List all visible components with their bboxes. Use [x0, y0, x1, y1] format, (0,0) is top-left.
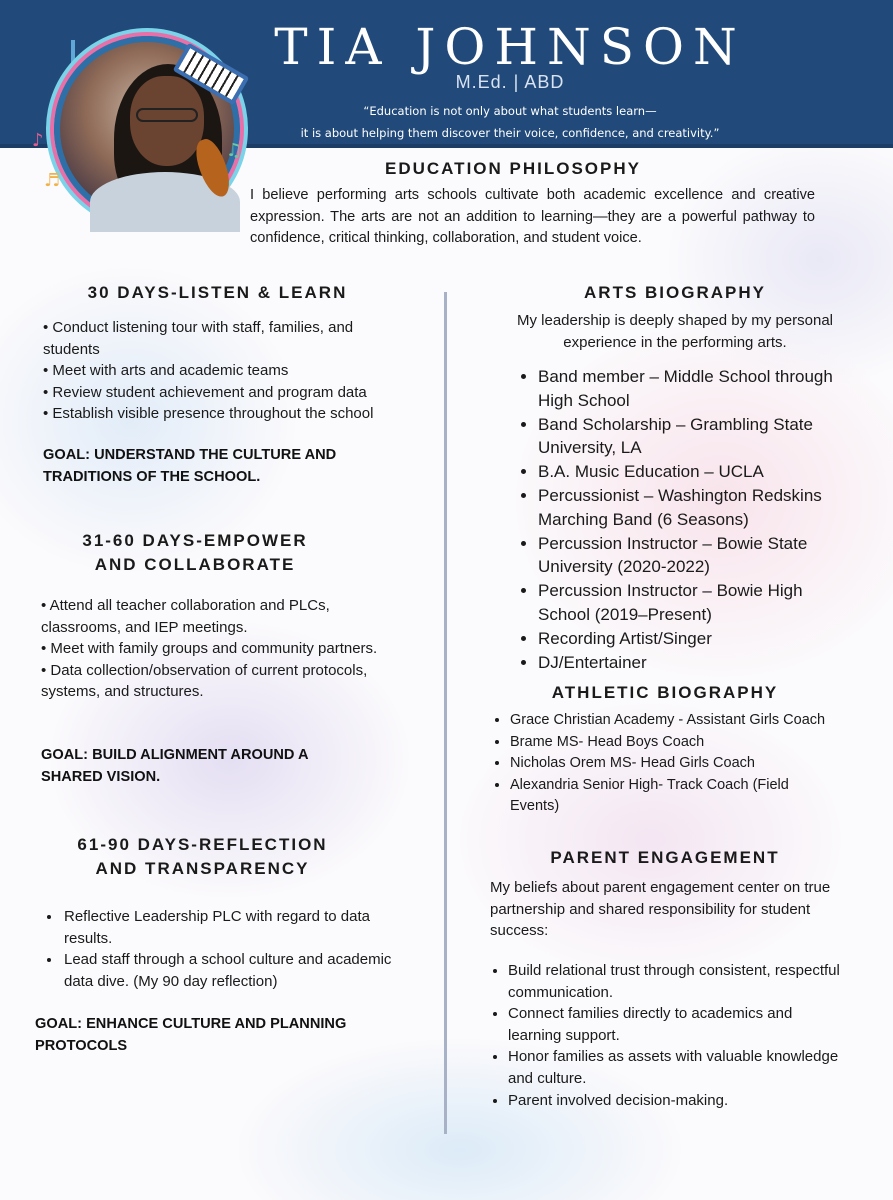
list-item: • Percussion Instructor – Bowie High School (2019–Present) [538, 579, 848, 627]
list-item: • B.A. Music Education – UCLA [538, 460, 848, 484]
list-item: • Build relational trust through consistent, respectful communication. [508, 960, 840, 1003]
person-name: TIA JOHNSON [274, 18, 746, 76]
parent-list [490, 960, 840, 1111]
list-item: • Meet with family groups and community partners. [41, 640, 378, 657]
list-item: • DJ/Entertainer [538, 651, 848, 675]
list-item: • Band Scholarship – Grambling State University, LA [538, 413, 848, 461]
philosophy-title: EDUCATION PHILOSOPHY [385, 159, 641, 178]
quote-line-2: it is about helping them discover their voice, confidence, and creativity.” [300, 126, 720, 140]
parent-intro: My beliefs about parent engagement center on true partnership and shared responsibility for student success: [490, 879, 831, 940]
credentials: M.Ed. | ABD [455, 72, 565, 92]
plan-90-list [42, 906, 402, 992]
athletic-list [492, 710, 832, 818]
list-item: • Honor families as assets with valuable knowledge and culture. [508, 1046, 840, 1089]
athletic-title: ATHLETIC BIOGRAPHY [551, 683, 779, 702]
profile-photo [30, 20, 260, 230]
list-item: • Connect families directly to academics and learning support. [508, 1003, 840, 1046]
arts-intro: My leadership is deeply shaped by my personal experience in the performing arts. [516, 312, 833, 351]
plan-60-list [41, 595, 406, 703]
plan-90-title-line1: 61-90 DAYS-REFLECTION [77, 835, 328, 854]
music-note-icon: ♪ [32, 130, 44, 151]
plan-60-goal: GOAL: BUILD ALIGNMENT AROUND A SHARED VISION. [41, 747, 308, 785]
list-item: • Meet with arts and academic teams [43, 362, 289, 379]
plan-60-title-line1: 31-60 DAYS-EMPOWER [82, 531, 308, 550]
plan-90-title [50, 833, 355, 881]
list-item: • Band member – Middle School through High School [538, 365, 848, 413]
list-item: • Grace Christian Academy - Assistant Girls Coach [510, 710, 832, 732]
list-item: • Nicholas Orem MS- Head Girls Coach [510, 753, 832, 775]
list-item: • Percussion Instructor – Bowie State University (2020-2022) [538, 532, 848, 580]
list-item: • Data collection/observation of current protocols, systems, and structures. [41, 661, 368, 700]
column-divider [444, 292, 447, 1134]
list-item: • Review student achievement and program data [43, 383, 367, 401]
plan-60-title-line2: AND COLLABORATE [94, 555, 296, 574]
list-item: • Attend all teacher collaboration and PLCs, classrooms, and IEP meetings. [41, 597, 330, 636]
list-item: • Percussionist – Washington Redskins Marching Band (6 Seasons) [538, 484, 848, 532]
quote-line-1: “Education is not only about what students learn— [363, 104, 657, 118]
plan-30-title: 30 DAYS-LISTEN & LEARN [87, 283, 348, 302]
plan-30-goal: GOAL: UNDERSTAND THE CULTURE AND TRADITIONS OF THE SCHOOL. [43, 447, 337, 485]
plan-30-list [43, 317, 403, 425]
arts-list [518, 365, 848, 674]
plan-90-title-line2: AND TRANSPARENCY [95, 859, 310, 878]
glasses-shape [136, 108, 198, 122]
parent-title: PARENT ENGAGEMENT [550, 848, 780, 867]
list-item: • Establish visible presence throughout the school [43, 405, 374, 422]
list-item: • Reflective Leadership PLC with regard to data results. [62, 906, 402, 949]
list-item: • Parent involved decision-making. [508, 1090, 840, 1112]
philosophy-text: I believe performing arts schools cultivate both academic excellence and creative expression. The arts are not an addition to learning—they are a powerful pathway to confidence, critical thinking, collaboration, and student voice. [250, 187, 815, 246]
music-note-icon: ♫ [226, 140, 243, 161]
arts-title: ARTS BIOGRAPHY [584, 283, 766, 302]
list-item: • Lead staff through a school culture and academic data dive. (My 90 day reflection) [62, 949, 402, 992]
plan-60-title [45, 529, 345, 577]
list-item: • Alexandria Senior High- Track Coach (Field Events) [510, 775, 832, 818]
list-item: • Conduct listening tour with staff, families, and students [43, 319, 354, 358]
music-note-icon: ♬ [44, 170, 61, 191]
plan-90-goal: GOAL: ENHANCE CULTURE AND PLANNING PROTOCOLS [35, 1016, 347, 1054]
list-item: • Recording Artist/Singer [538, 627, 848, 651]
list-item: • Brame MS- Head Boys Coach [510, 732, 832, 754]
